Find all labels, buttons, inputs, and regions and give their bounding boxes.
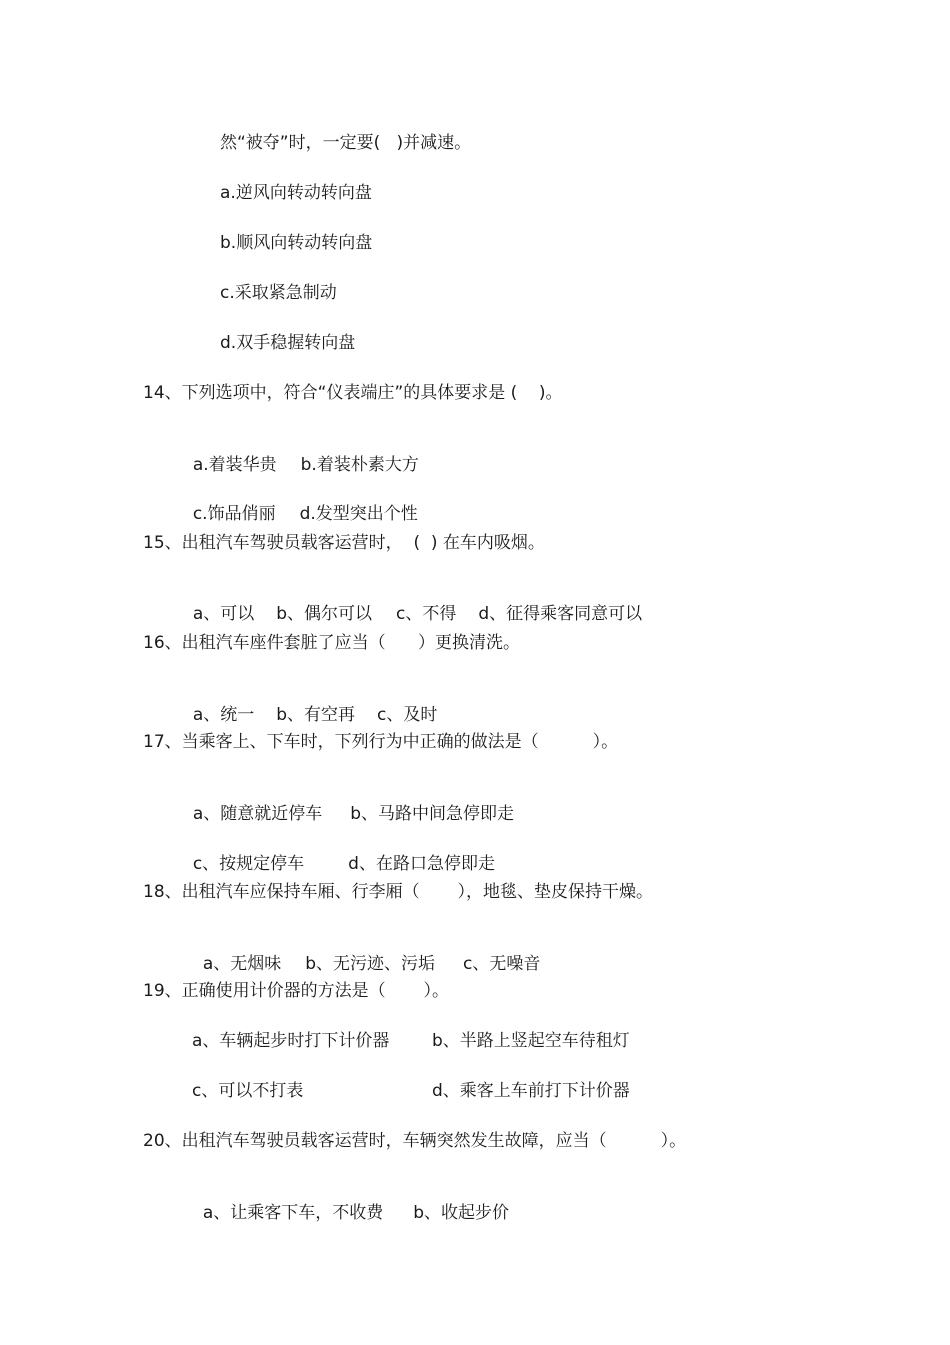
q15-option-d: d、征得乘客同意可以 [478,604,643,624]
q17-stem: 17、当乘客上、下车时，下列行为中正确的做法是（ ）。 [143,732,619,752]
q17-option-d: d、在路口急停即走 [348,854,495,874]
q15-option-b: b、偶尔可以 [276,604,373,624]
q17-option-b: b、马路中间急停即走 [350,804,515,824]
q18-options-row [192,931,540,975]
q16-option-c: c、及时 [377,705,438,725]
q19-option-a: a、车辆起步时打下计价器 [192,1031,390,1051]
q19-stem: 19、正确使用计价器的方法是（ ）。 [143,981,449,1001]
q15-option-c: c、不得 [396,604,457,624]
q19-option-b: b、半路上竖起空车待租灯 [432,1031,630,1051]
q20-option-b: b、收起步价 [413,1203,510,1223]
q18-option-b: b、无污迹、污垢 [305,954,436,974]
q20-stem: 20、出租汽车驾驶员载客运营时，车辆突然发生故障，应当（ ）。 [143,1131,687,1151]
q17-options-row1 [182,781,514,825]
q15-options-row [182,581,642,625]
q16-option-b: b、有空再 [276,705,356,725]
q14-options-row1 [182,432,419,476]
q19-option-d: d、乘客上车前打下计价器 [432,1081,630,1101]
q14-option-d: d.发型突出个性 [299,504,418,524]
q15-stem: 15、出租汽车驾驶员载客运营时， ( ) 在车内吸烟。 [143,533,545,553]
q17-option-a: a、随意就近停车 [192,804,323,824]
q13-stem-continuation: 然“被夺”时，一定要( )并减速。 [220,133,472,153]
q14-stem: 14、下列选项中，符合“仪表端庄”的具体要求是 ( )。 [143,383,563,403]
q17-options-row2 [182,831,495,875]
q19-option-c: c、可以不打表 [192,1081,304,1101]
q16-stem: 16、出租汽车座件套脏了应当（ ）更换清洗。 [143,633,521,653]
q18-stem: 18、出租汽车应保持车厢、行李厢（ ），地毯、垫皮保持干燥。 [143,882,653,902]
q16-option-a: a、统一 [192,705,255,725]
q13-option-b: b.顺风向转动转向盘 [220,233,373,253]
q15-option-a: a、可以 [192,604,255,624]
q14-options-row2 [182,481,418,525]
q13-option-a: a.逆风向转动转向盘 [220,183,372,203]
q18-option-a: a、无烟味 [202,954,282,974]
q13-option-c: c.采取紧急制动 [220,283,337,303]
q18-option-c: c、无噪音 [463,954,541,974]
q14-option-c: c.饰品俏丽 [192,504,276,524]
q14-option-b: b.着装朴素大方 [300,455,419,475]
q14-option-a: a.着装华贵 [192,455,277,475]
q20-option-a: a、让乘客下车，不收费 [202,1203,384,1223]
q16-options-row [182,682,437,726]
q20-options-row [192,1180,509,1224]
q13-option-d: d.双手稳握转向盘 [220,333,356,353]
q17-option-c: c、按规定停车 [192,854,305,874]
